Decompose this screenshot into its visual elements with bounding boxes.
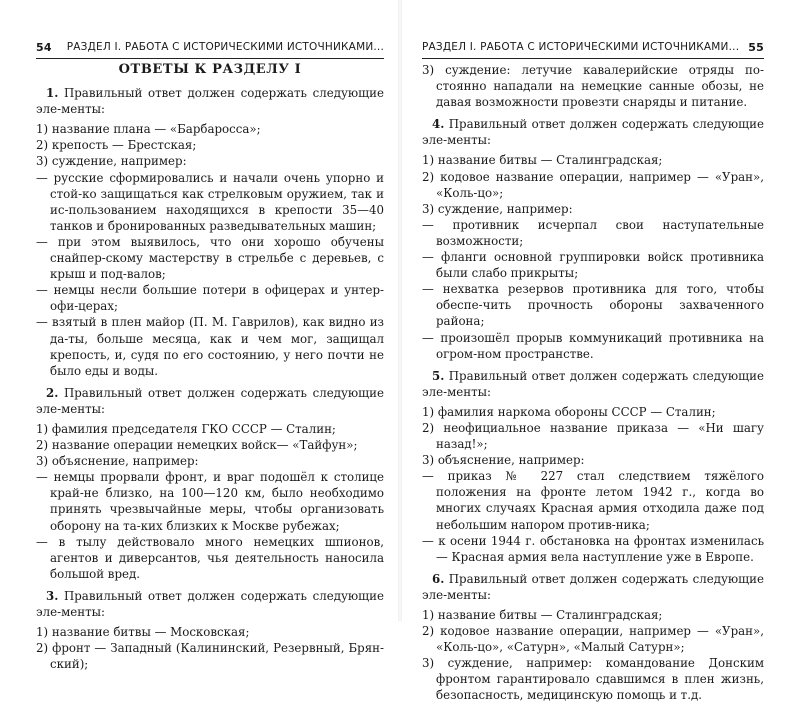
left-page-body xyxy=(36,62,384,672)
list-item: — фланги основной группировки войск противника были слабо прикрыты; xyxy=(422,250,764,281)
answer-number: 6. xyxy=(432,571,445,586)
list-item: 3) суждение, например: командование Донским фронтом гарантировало сдавшимся в плен жизнь, безопасность, медицинскую помощь и т.д. xyxy=(422,656,764,703)
list-item: 3) объяснение, например: xyxy=(36,454,199,469)
list-item: 3) суждение, например: xyxy=(36,154,187,169)
section-title: ОТВЕТЫ К РАЗДЕЛУ I xyxy=(118,62,302,77)
list-item: 2) крепость — Брестская; xyxy=(36,138,197,153)
answer-6-list xyxy=(422,607,764,704)
list-item: 1) фамилия председателя ГКО СССР — Сталин; xyxy=(36,421,336,436)
left-page-header xyxy=(36,40,384,59)
right-page xyxy=(402,0,800,703)
answer-2-intro: 2. Правильный ответ должен содержать следующие эле-менты: xyxy=(36,385,384,416)
running-head: РАЗДЕЛ I. РАБОТА С ИСТОРИЧЕСКИМИ ИСТОЧНИКАМИ... xyxy=(66,41,384,53)
answer-4-intro: 4. Правильный ответ должен содержать следующие эле-менты: xyxy=(422,117,764,148)
list-item: 2) название операции немецких войск— «Тайфун»; xyxy=(36,438,358,453)
answer-3-intro: 3. Правильный ответ должен содержать следующие эле-менты: xyxy=(36,588,384,619)
list-item: — при этом выявилось, что они хорошо обучены снайпер-скому мастерству в стрельбе с деревьев, с крыш и под-валов; xyxy=(36,234,384,282)
answer-6-intro: 6. Правильный ответ должен содержать следующие эле-менты: xyxy=(422,571,764,602)
answer-number: 1. xyxy=(46,86,59,101)
answer-number: 3. xyxy=(46,588,59,603)
list-item: 3) суждение: летучие кавалерийские отряды по-стоянно нападали на немецкие санные обозы, не давая возможности провезти снаряды и питание. xyxy=(422,63,764,110)
list-item: — нехватка резервов противника для того, чтобы обеспе-чить прочность обороны захваченного района; xyxy=(422,282,764,329)
list-item: 2) фронт — Западный (Калининский, Резервный, Брян-ский); xyxy=(36,641,384,672)
answer-3-list xyxy=(36,624,384,672)
list-item: 2) кодовое название операции, например — «Уран», «Коль-цо», «Сатурн», «Малый Сатурн»; xyxy=(422,624,764,655)
list-item: 1) название битвы — Московская; xyxy=(36,625,250,640)
list-item: 1) название битвы — Сталинградская; xyxy=(422,608,663,622)
answer-5-intro: 5. Правильный ответ должен содержать следующие эле-менты: xyxy=(422,368,764,399)
right-page-body xyxy=(422,62,764,704)
answer-2-list xyxy=(36,421,384,582)
list-item: — произошёл прорыв коммуникаций противника на огром-ном пространстве. xyxy=(422,330,764,361)
running-head: РАЗДЕЛ I. РАБОТА С ИСТОРИЧЕСКИМИ ИСТОЧНИКАМИ... xyxy=(422,41,740,53)
answer-1-intro: 1. Правильный ответ должен содержать следующие эле-менты: xyxy=(36,86,384,117)
list-item: 1) название плана — «Барбаросса»; xyxy=(36,122,261,137)
list-item: — приказ № 227 стал следствием тяжёлого положения на фронте летом 1942 г., когда во многих случаях Красная армия отходила даже под небольшим напором против-ника; xyxy=(422,469,764,532)
list-item: 1) название битвы — Сталинградская; xyxy=(422,153,663,168)
list-item: 3) объяснение, например: xyxy=(422,453,585,468)
answer-3-continued xyxy=(422,62,764,110)
list-item: 2) неофициальное название приказа — «Ни шагу назад!»; xyxy=(422,420,764,452)
answer-number: 2. xyxy=(46,385,59,400)
list-item: — русские сформировались и начали очень упорно и стой-ко защищаться как стрелковым оружием, так и ис-пользованием находящихся в крепости 35—40 танков и бронированных разведывательных машин; xyxy=(36,170,384,233)
page-number: 55 xyxy=(748,41,764,54)
list-item: — взятый в плен майор (П. М. Гаврилов), как видно из да-ты, больше месяца, как и чем мог, защищал крепость, и, судя по его состоянию, у него почти не было еды и воды. xyxy=(36,315,384,378)
list-item: — немцы прорвали фронт, и враг подошёл к столице край-не близко, на 100—120 км, было необходимо принять чрезвычайные меры, чтобы организовать оборону на та-ких близких к Москве рубежах; xyxy=(36,470,384,533)
left-page xyxy=(0,0,398,672)
answer-1-list xyxy=(36,121,384,379)
list-item: — противник исчерпал свои наступательные возможности; xyxy=(422,217,764,248)
page-number: 54 xyxy=(36,41,52,54)
list-item: — в тылу действовало много немецких шпионов, агентов и диверсантов, чья деятельность наносила большой вред. xyxy=(36,534,384,581)
list-item: — немцы несли большие потери в офицерах и унтер-офи-церах; xyxy=(36,283,384,314)
list-item: 3) суждение, например: xyxy=(422,201,573,216)
list-item: — к осени 1944 г. обстановка на фронтах изменилась — Красная армия вела наступление уже в Европе. xyxy=(422,533,764,564)
answer-4-list xyxy=(422,152,764,361)
right-page-header xyxy=(422,40,764,59)
answer-number: 4. xyxy=(432,117,445,132)
answer-5-list xyxy=(422,404,764,565)
list-item: 2) кодовое название операции, например — «Уран», «Коль-цо»; xyxy=(422,169,764,200)
list-item: 1) фамилия наркома обороны СССР — Сталин; xyxy=(422,404,716,419)
answer-number: 5. xyxy=(432,368,445,383)
